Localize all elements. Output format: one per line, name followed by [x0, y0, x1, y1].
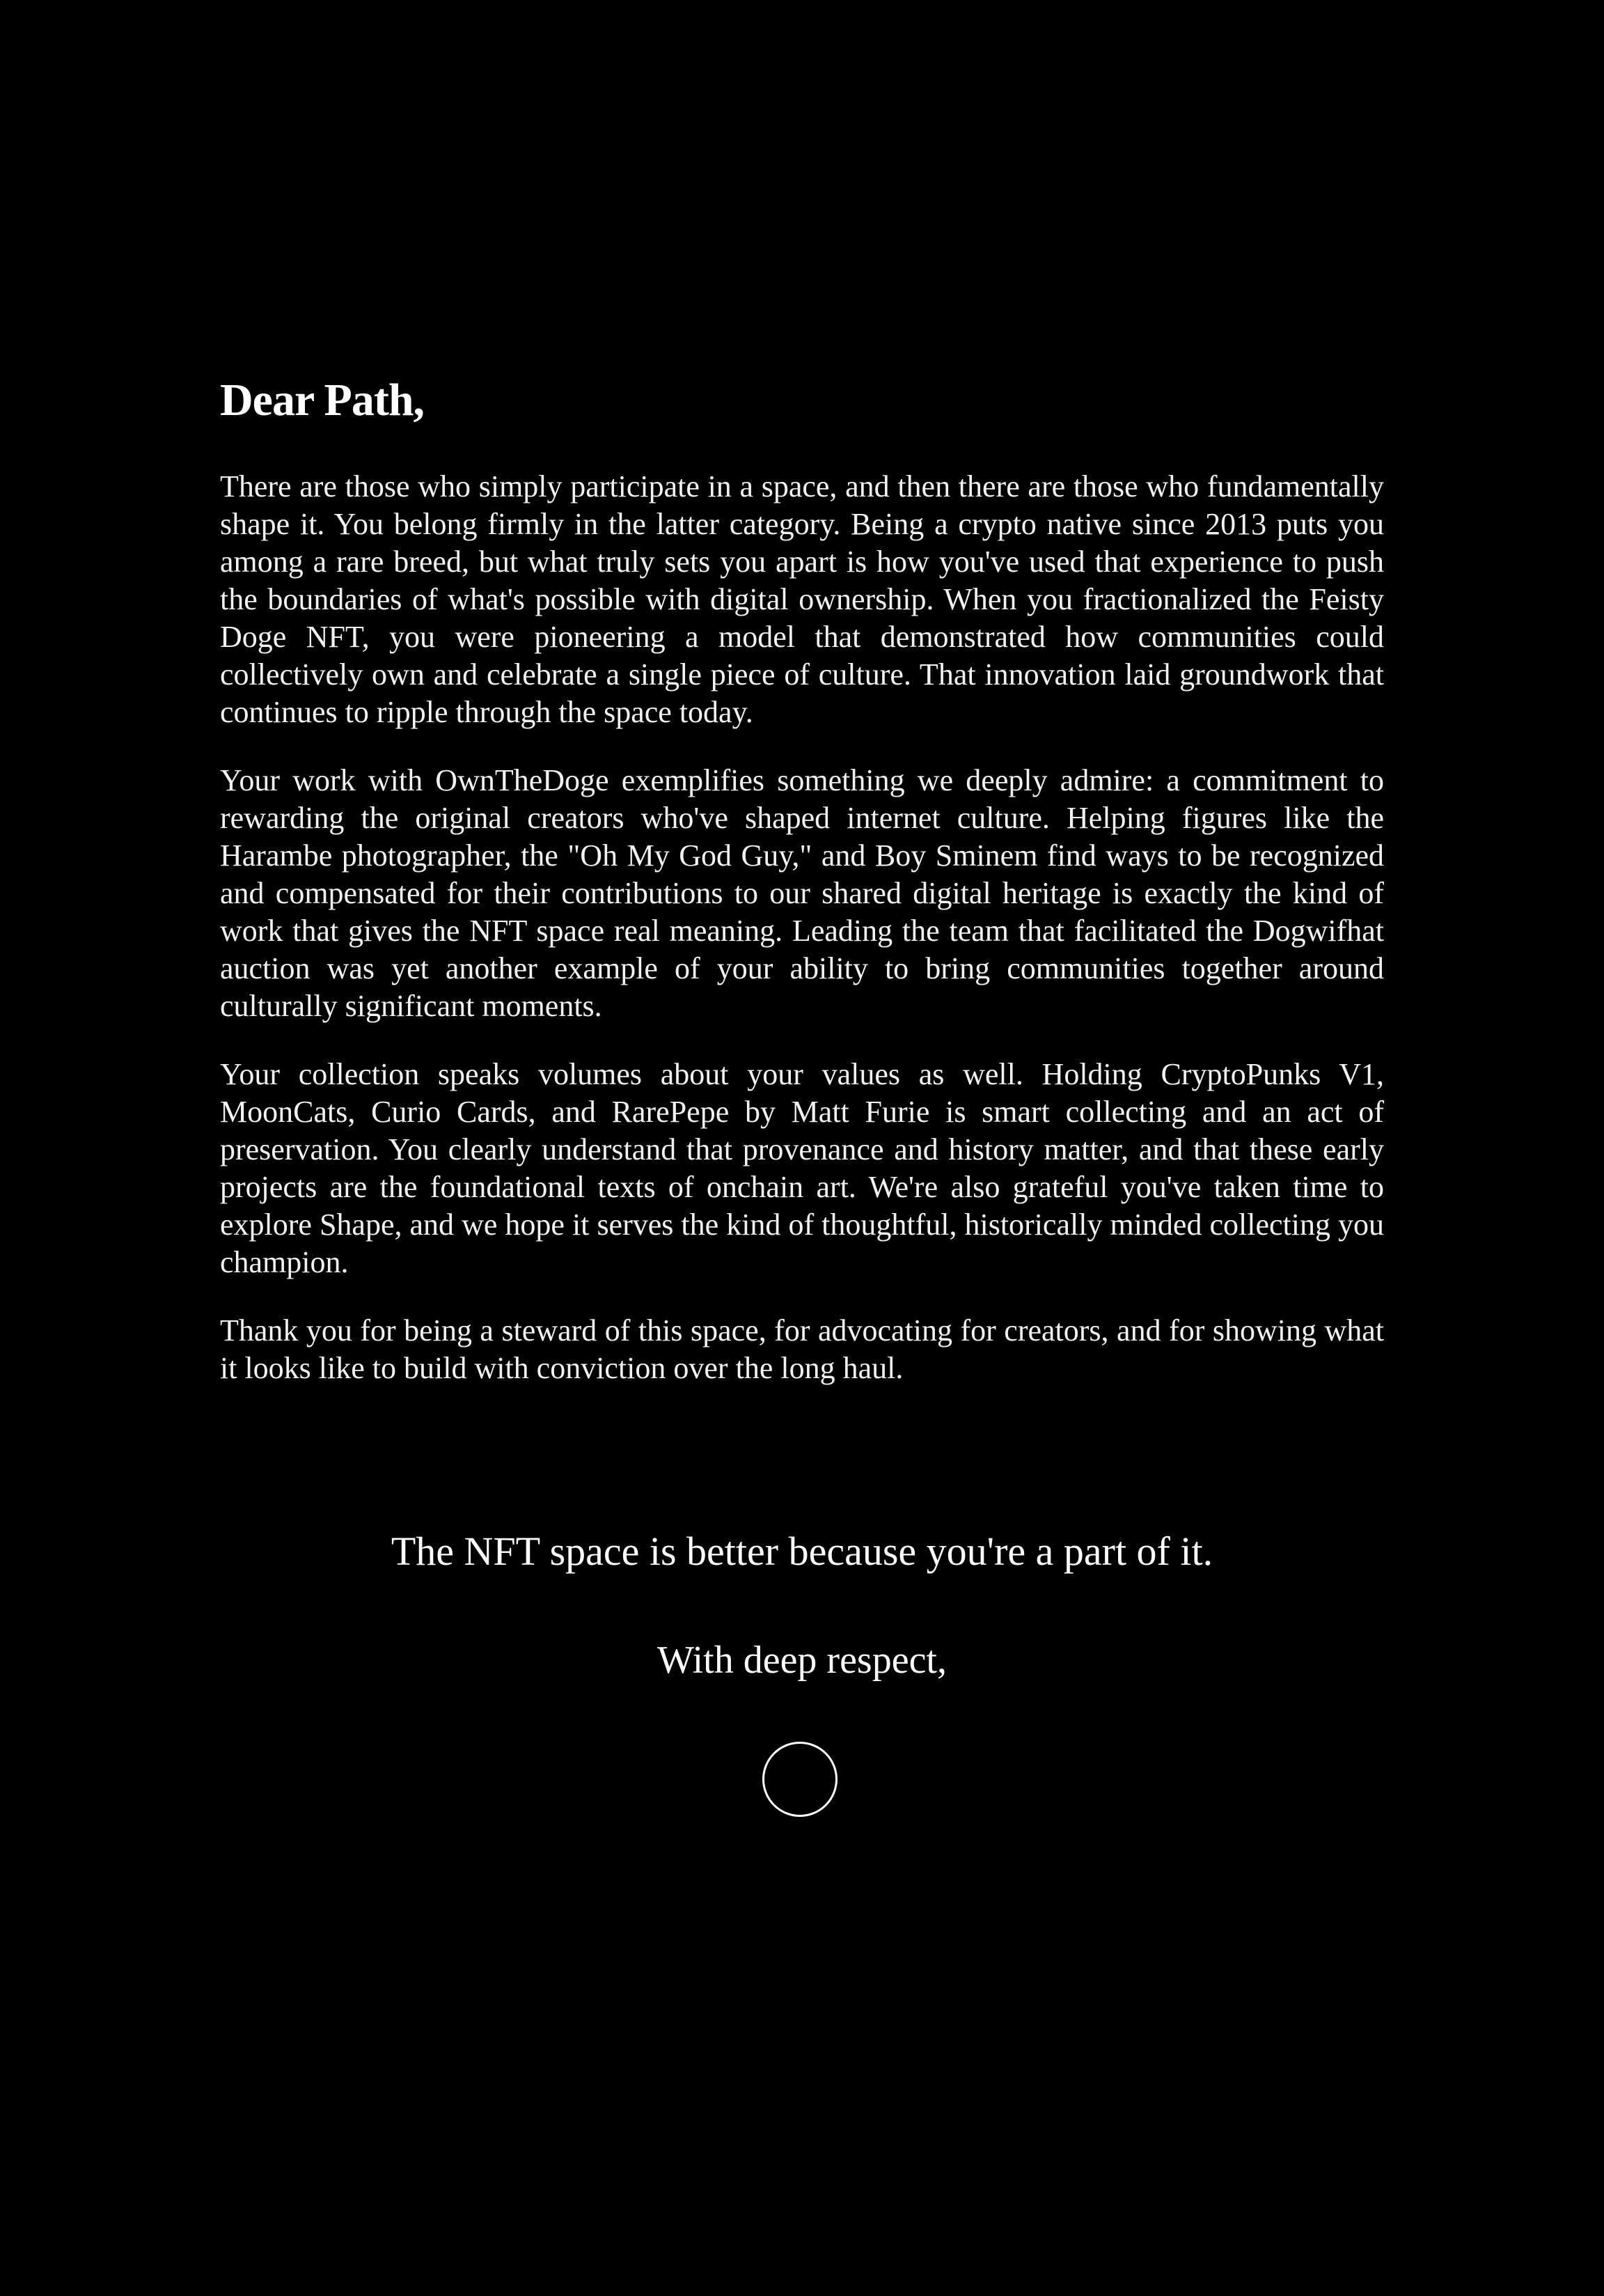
- letter-paragraph-4: Thank you for being a steward of this space, for advocating for creators, and for showing what it looks like to build with conviction over the long haul.: [220, 1313, 1384, 1385]
- letter-paragraph-2: Your work with OwnTheDoge exemplifies something we deeply admire: a commitment to rewarding the original creators who've shaped internet culture. Helping figures like the Harambe photographer, the "Oh My God Guy," and Boy Sminem find ways to be recognized and compensated for their contributions to our shared digital heritage is exactly the kind of work that gives the NFT space real meaning. Leading the team that facilitated the Dogwifhat auction was yet another example of your ability to bring communities together around culturally significant moments.: [220, 763, 1384, 1023]
- letter-paragraph-1: There are those who simply participate in a space, and then there are those who fundamentally shape it. You belong firmly in the latter category. Being a crypto native since 2013 puts you among a rare breed, but what truly sets you apart is how you've used that experience to push the boundaries of what's possible with digital ownership. When you fractionalized the Feisty Doge NFT, you were pioneering a model that demonstrated how communities could collectively own and celebrate a single piece of culture. That innovation laid groundwork that continues to ripple through the space today.: [220, 469, 1384, 729]
- letter-body: [220, 369, 1384, 1418]
- signoff: With deep respect,: [656, 1639, 947, 1682]
- circle-outline-icon: [762, 1742, 838, 1817]
- letter-greeting: Dear Path,: [220, 375, 425, 425]
- letter-paragraph-3: Your collection speaks volumes about your values as well. Holding CryptoPunks V1, MoonCats, Curio Cards, and RarePepe by Matt Furie is smart collecting and an act of preservation. You clearly understand that provenance and history matter, and that these early projects are the foundational texts of onchain art. We're also grateful you've taken time to explore Shape, and we hope it serves the kind of thoughtful, historically minded collecting you champion.: [220, 1057, 1384, 1279]
- closing-line: The NFT space is better because you're a part of it.: [391, 1529, 1213, 1574]
